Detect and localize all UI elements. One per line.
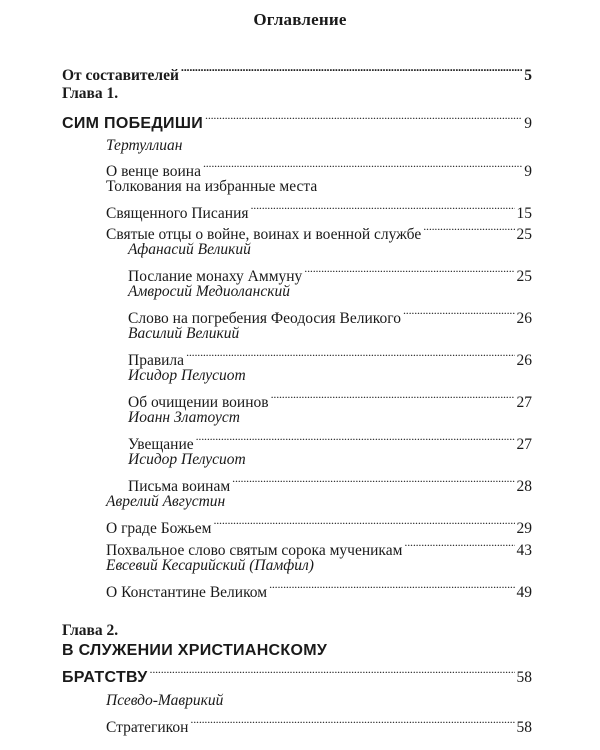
toc-entry-page: 58 (516, 719, 532, 736)
dot-leader (213, 513, 514, 533)
author-isidore: Исидор Пелусиот (128, 367, 246, 384)
toc-entry-label: Святые отцы о войне, воинах и военной службе (106, 226, 422, 243)
toc-entry-page: 15 (516, 205, 532, 222)
toc-entry-page: 25 (516, 268, 532, 285)
toc-entry-page: 58 (516, 669, 532, 686)
toc-entry-interpretations-line1: Толкования на избранные места (106, 178, 318, 195)
toc-entry-label: О Константине Великом (106, 584, 268, 601)
toc-entry-page: 26 (516, 310, 532, 327)
chapter-2-title-line2: БРАТСТВУ (62, 669, 148, 686)
toc-entry-label: Стратегикон (106, 719, 189, 736)
dot-leader (269, 577, 514, 597)
toc-entry-page: 28 (516, 478, 532, 495)
toc-entry-label: О граде Божьем (106, 520, 212, 537)
toc-entry-strategikon[interactable] (106, 712, 532, 738)
dot-leader (190, 712, 514, 732)
toc-entry-label: Увещание (128, 436, 194, 453)
dot-leader (423, 219, 514, 239)
toc-entry-label: Правила (128, 352, 185, 369)
toc-entry-chapter-2-title[interactable] (62, 662, 532, 688)
author-chrysostom: Иоанн Златоуст (128, 409, 240, 426)
toc-entry-page: 27 (516, 394, 532, 411)
dot-leader (271, 387, 515, 407)
dot-leader (404, 535, 514, 555)
toc-entry-page: 9 (524, 115, 532, 132)
toc-entry-page: 9 (524, 163, 532, 180)
dot-leader (196, 429, 515, 449)
chapter-1-heading: Глава 1. (62, 85, 119, 102)
toc-entry-page: 5 (524, 67, 532, 84)
toc-entry-from-compilers[interactable] (62, 60, 532, 86)
chapter-2-title-line1: В СЛУЖЕНИИ ХРИСТИАНСКОМУ (62, 642, 328, 659)
dot-leader (181, 60, 522, 80)
author-athanasius: Афанасий Великий (128, 241, 251, 258)
page-title: Оглавление (253, 10, 347, 29)
toc-entry-page: 29 (516, 520, 532, 537)
toc-entry-chapter-1-title[interactable] (62, 108, 532, 134)
author-augustine: Аврелий Августин (106, 493, 226, 510)
toc-entry-label: Священного Писания (106, 205, 249, 222)
toc-entry-page: 25 (516, 226, 532, 243)
dot-leader (186, 345, 514, 365)
toc-entry-page: 27 (516, 436, 532, 453)
author-tertullian: Тертуллиан (106, 137, 183, 154)
chapter-1-title: СИМ ПОБЕДИШИ (62, 115, 204, 132)
toc-entry-page: 26 (516, 352, 532, 369)
dot-leader (403, 303, 515, 323)
dot-leader (205, 108, 522, 128)
toc-entry-page: 49 (516, 584, 532, 601)
dot-leader (203, 156, 522, 176)
toc-entry-label: Об очищении воинов (128, 394, 269, 411)
toc-entry-label: Слово на погребения Феодосия Великого (128, 310, 401, 327)
author-pseudo-maurice: Псевдо-Маврикий (106, 692, 224, 709)
dot-leader (304, 261, 514, 281)
toc-entry-label: Похвальное слово святым сорока мученикам (106, 542, 403, 559)
toc-entry-label: От составителей (62, 67, 179, 84)
toc-entry-label: Послание монаху Аммуну (128, 268, 303, 285)
author-eusebius: Евсевий Кесарийский (Памфил) (106, 557, 314, 574)
toc-entry-life-of-constantine[interactable] (106, 577, 532, 603)
toc-entry-page: 43 (516, 542, 532, 559)
dot-leader (150, 662, 515, 682)
author-basil: Василий Великий (128, 325, 240, 342)
author-ambrose: Амвросий Медиоланский (128, 283, 291, 300)
dot-leader (232, 471, 514, 491)
author-isidore-2: Исидор Пелусиот (128, 451, 246, 468)
toc-entry-label: Письма воинам (128, 478, 231, 495)
toc-entry-label: О венце воина (106, 163, 201, 180)
dot-leader (251, 198, 515, 218)
chapter-2-heading: Глава 2. (62, 622, 119, 639)
